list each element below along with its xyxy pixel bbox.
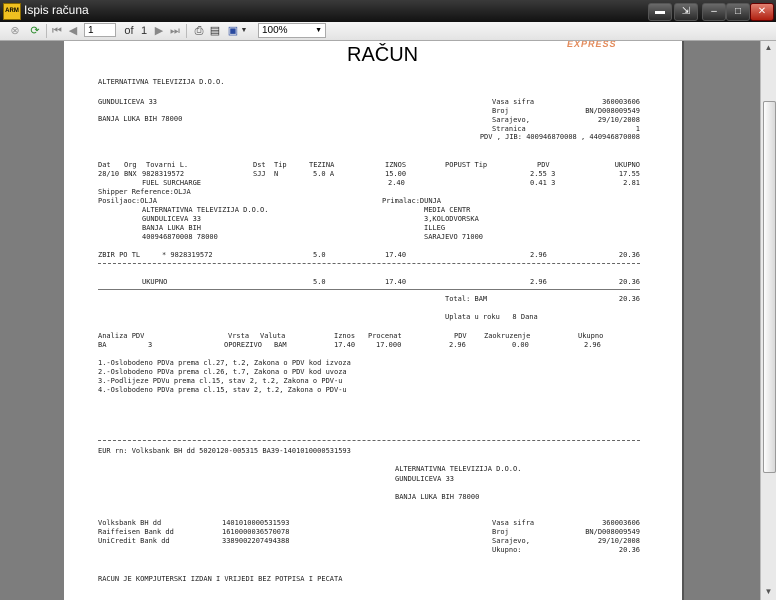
page-number-input[interactable]: 1 [84, 23, 116, 37]
col-popust: POPUST Tip [445, 161, 488, 169]
page-of-label: of [124, 25, 134, 37]
note-line: 1.-Oslobodeno PDVa prema cl.27, t.2, Zakona o PDV kod izvoza [98, 359, 351, 367]
col-tovarni: Tovarni L. [146, 161, 189, 169]
value-date: 29/10/2008 [597, 116, 640, 124]
bank-name: Raiffeisen Bank dd [98, 528, 174, 536]
label-stranica: Stranica [492, 125, 526, 133]
row1-tovarni: 9828319572 [142, 170, 185, 178]
refresh-icon[interactable]: ⟳ [30, 25, 40, 37]
receiver-line: 3,KOLODVORSKA [424, 215, 479, 223]
analiza-cell: 2.96 [584, 341, 601, 349]
sender-label: Posiljaoc:OLJA [98, 197, 158, 205]
row2-desc: FUEL SURCHARGE [142, 179, 202, 187]
next-page-icon[interactable]: ▶ [154, 25, 164, 37]
footer-value: 360003606 [602, 519, 640, 527]
scrollbar-thumb[interactable] [763, 101, 776, 473]
analiza-header: Vrsta [228, 332, 250, 340]
extra-window-button[interactable]: ▬ [648, 3, 672, 21]
analiza-header: Procenat [368, 332, 402, 340]
divider-dashed [98, 263, 640, 264]
analiza-header: Valuta [260, 332, 286, 340]
pin-window-button[interactable]: ⇲ [674, 3, 698, 21]
footer-company: GUNDULICEVA 33 [395, 475, 455, 483]
closing-note: RACUN JE KOMPJUTERSKI IZDAN I VRIJEDI BEZ POTPISA I PECATA [98, 575, 343, 583]
footer-value: 29/10/2008 [597, 537, 640, 545]
total-label: Total: BAM [445, 295, 488, 303]
bank-account: 1401010000531593 [222, 519, 290, 527]
col-tip: Tip [274, 161, 287, 169]
page-setup-icon[interactable]: ▤ [209, 25, 221, 37]
save-icon[interactable]: ▣ [227, 25, 239, 37]
receiver-line: MEDIA CENTR [424, 206, 471, 214]
value-broj: BN/D008009549 [585, 107, 640, 115]
receiver-line: ILLEG [424, 224, 446, 232]
sender-line: GUNDULICEVA 33 [142, 215, 202, 223]
eur-account: EUR rn: Volksbank BH dd 5020120-005315 BA39-1401010000531593 [98, 447, 351, 455]
col-dat: Dat [98, 161, 111, 169]
row1-dat: 28/10 [98, 170, 120, 178]
row1-org: BNX [124, 170, 137, 178]
row1-tip: N [274, 170, 279, 178]
bank-account: 3389002207494388 [222, 537, 290, 545]
divider-solid [98, 289, 640, 290]
analiza-header: Zaokruzenje [484, 332, 531, 340]
invoice-page [64, 41, 684, 600]
analiza-header: PDV [454, 332, 467, 340]
pdv-jib: PDV , JIB: 400946870008 , 440946870008 [479, 133, 640, 141]
bank-account: 1610000036570078 [222, 528, 290, 536]
value-vasa-sifra: 360003606 [602, 98, 640, 106]
footer-value: BN/D008009549 [585, 528, 640, 536]
analiza-cell: OPOREZIVO [224, 341, 262, 349]
viewer-toolbar [0, 22, 776, 41]
analiza-cell: 2.96 [449, 341, 466, 349]
value-stranica: 1 [635, 125, 640, 133]
analiza-cell: 17.000 [376, 341, 402, 349]
col-iznos: IZNOS [385, 161, 407, 169]
analiza-cell: BA [98, 341, 107, 349]
close-button[interactable]: ✕ [750, 3, 774, 21]
scroll-up-icon[interactable]: ▲ [764, 43, 773, 52]
analiza-header: Analiza PDV [98, 332, 145, 340]
zbir-pdv: 2.96 [530, 251, 547, 259]
bank-name: Volksbank BH dd [98, 519, 162, 527]
analiza-cell: 0.00 [512, 341, 529, 349]
company-name: ALTERNATIVNA TELEVIZIJA D.O.O. [98, 78, 225, 86]
zbir-ukupno: 20.36 [618, 251, 640, 259]
first-page-icon[interactable]: ⏮ [52, 25, 62, 37]
row1-ukupno: 17.55 [618, 170, 640, 178]
col-tezina: TEZINA [309, 161, 335, 169]
row1-dst: SJJ [253, 170, 266, 178]
maximize-button[interactable]: □ [726, 3, 750, 21]
last-page-icon[interactable]: ⏭ [170, 25, 180, 37]
ukupno-iznos: 17.40 [385, 278, 407, 286]
ukupno-ukupno: 20.36 [618, 278, 640, 286]
document-viewer[interactable] [0, 41, 760, 600]
col-ukupno: UKUPNO [614, 161, 640, 169]
analiza-cell: BAM [274, 341, 287, 349]
sender-line: 400946870008 78000 [142, 233, 218, 241]
print-icon[interactable]: ⎙ [194, 25, 204, 37]
ukupno-pdv: 2.96 [530, 278, 547, 286]
footer-value: 20.36 [618, 546, 640, 554]
zbir-tovarni: * 9828319572 [162, 251, 213, 259]
footer-company: BANJA LUKA BIH 78000 [395, 493, 480, 501]
note-line: 2.-Oslobodeno PDVa prema cl.26, t.7, Zakona o PDV kod uvoza [98, 368, 347, 376]
row2-iznos: 2.40 [388, 179, 405, 187]
stop-icon[interactable]: ⊗ [10, 25, 20, 37]
zoom-select[interactable]: 100% ▼ [258, 23, 326, 38]
footer-label: Broj [492, 528, 509, 536]
zbir-tezina: 5.0 [313, 251, 326, 259]
row1-iznos: 15.00 [385, 170, 407, 178]
ukupno-tezina: 5.0 [313, 278, 326, 286]
previous-page-icon[interactable]: ◀ [68, 25, 78, 37]
sender-line: BANJA LUKA BIH [142, 224, 202, 232]
analiza-cell: 3 [148, 341, 153, 349]
label-sarajevo: Sarajevo, [492, 116, 530, 124]
col-pdv: PDV [537, 161, 550, 169]
title-bar [0, 0, 776, 23]
analiza-header: Iznos [334, 332, 356, 340]
receiver-line: SARAJEVO 71000 [424, 233, 484, 241]
footer-company: ALTERNATIVNA TELEVIZIJA D.O.O. [395, 465, 522, 473]
col-org: Org [124, 161, 137, 169]
divider-dashed [98, 440, 640, 441]
ukupno-label: UKUPNO [142, 278, 168, 286]
sender-line: ALTERNATIVNA TELEVIZIJA D.O.O. [142, 206, 269, 214]
col-dst: Dst [253, 161, 266, 169]
row2-ukupno: 2.81 [623, 179, 640, 187]
label-vasa-sifra: Vasa sifra [492, 98, 535, 106]
bank-name: UniCredit Bank dd [98, 537, 170, 545]
invoice-heading: RAČUN [347, 44, 419, 66]
app-logo-icon: ARM [3, 3, 21, 20]
company-street: GUNDULICEVA 33 [98, 98, 158, 106]
receiver-label: Primalac:DUNJA [382, 197, 442, 205]
payment-terms: Uplata u roku 8 Dana [445, 313, 538, 321]
scroll-down-icon[interactable]: ▼ [764, 587, 773, 596]
analiza-cell: 17.40 [334, 341, 356, 349]
analiza-header: Ukupno [578, 332, 604, 340]
minimize-button[interactable]: – [702, 3, 726, 21]
footer-label: Vasa sifra [492, 519, 535, 527]
express-watermark: EXPRESS [567, 41, 617, 49]
shipper-reference: Shipper Reference:OLJA [98, 188, 191, 196]
row2-pdv: 0.41 3 [530, 179, 556, 187]
row1-tezina: 5.0 A [313, 170, 335, 178]
window-title: Ispis računa [24, 3, 89, 17]
footer-label: Sarajevo, [492, 537, 530, 545]
total-value: 20.36 [618, 295, 640, 303]
row1-pdv: 2.55 3 [530, 170, 556, 178]
zbir-iznos: 17.40 [385, 251, 407, 259]
note-line: 4.-Oslobodeno PDVa prema cl.15, stav 2, t.2, Zakona o PDV-u [98, 386, 347, 394]
note-line: 3.-Podlijeze PDVu prema cl.15, stav 2, t.2, Zakona o PDV-u [98, 377, 343, 385]
vertical-scrollbar[interactable] [760, 41, 776, 600]
footer-label: Ukupno: [492, 546, 522, 554]
page-total-label: 1 [140, 25, 148, 37]
zbir-label: ZBIR PO TL [98, 251, 141, 259]
save-dropdown-icon[interactable]: ▼ [240, 27, 248, 34]
company-city: BANJA LUKA BIH 78000 [98, 115, 183, 123]
label-broj: Broj [492, 107, 509, 115]
